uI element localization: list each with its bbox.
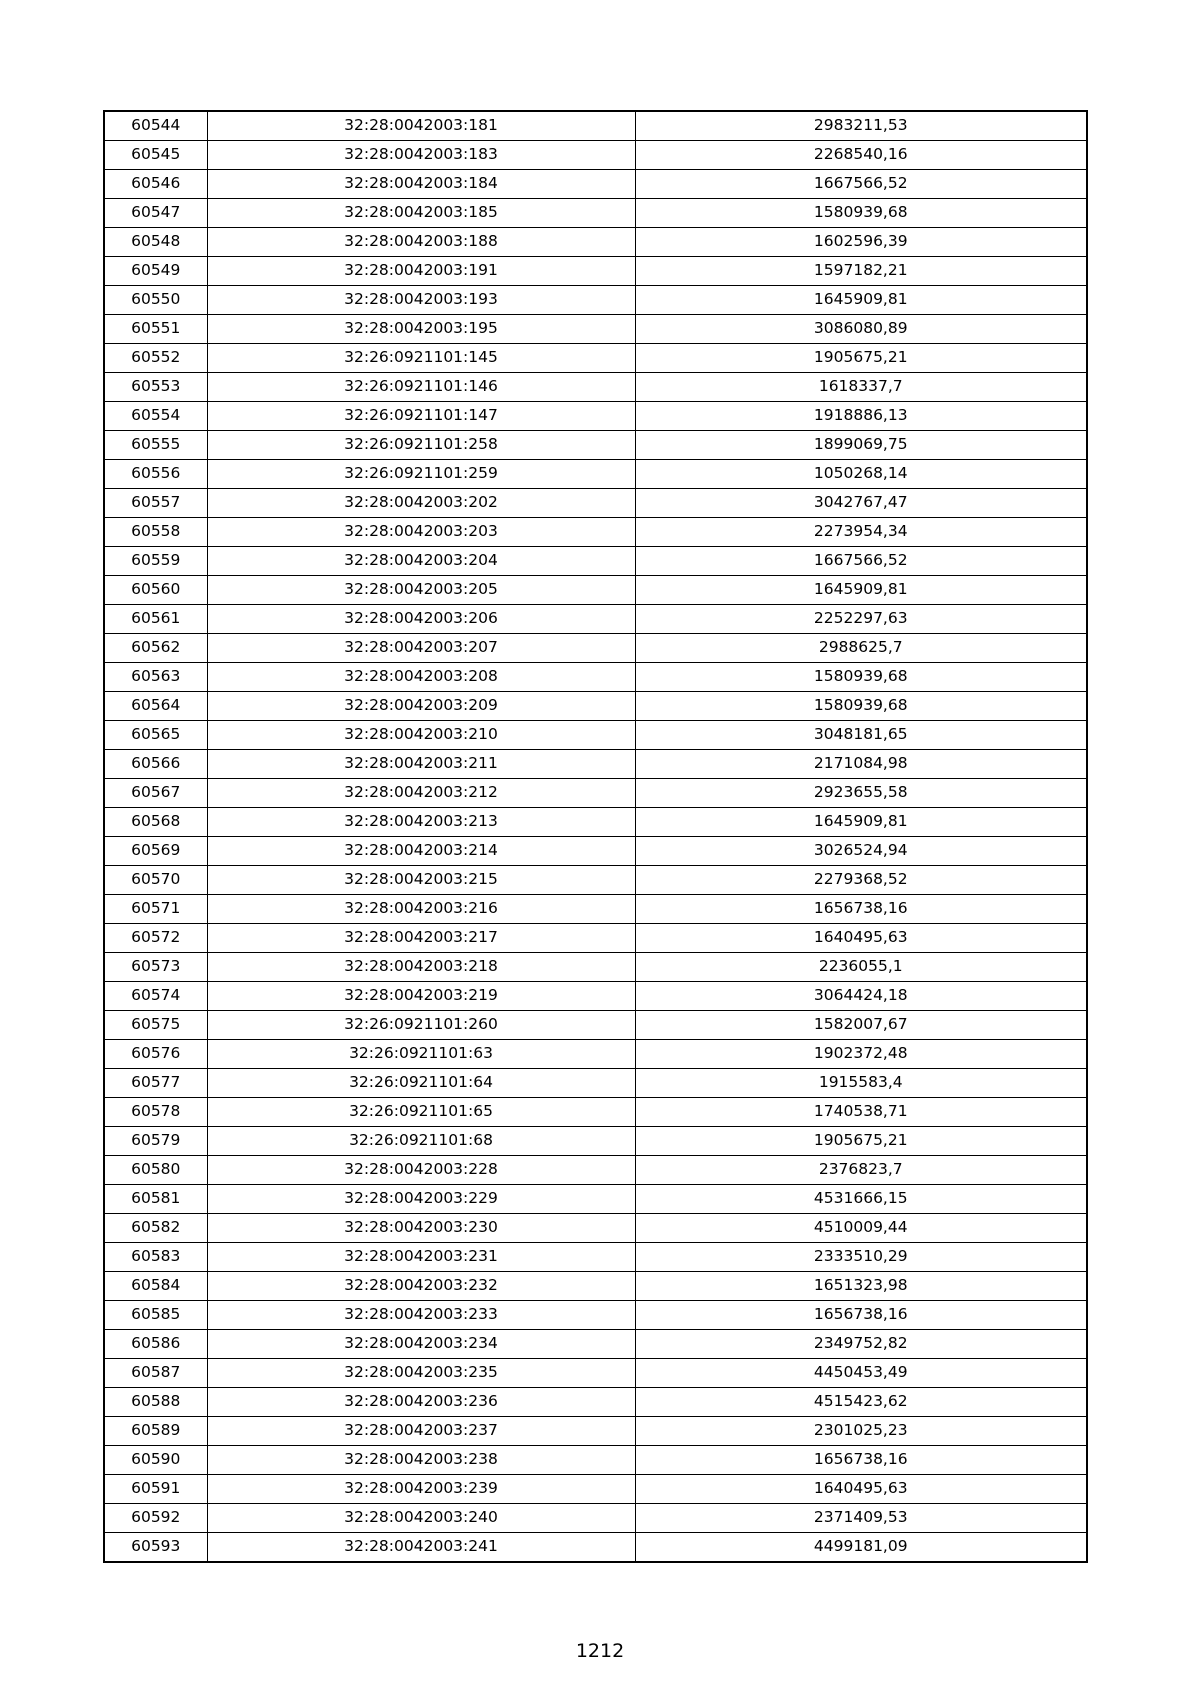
table-row: [104, 721, 1087, 750]
value-cell: 3048181,65: [635, 721, 1087, 750]
value-cell: 1582007,67: [635, 1011, 1087, 1040]
row-number-cell: 60547: [104, 199, 207, 228]
cadastral-number-cell: 32:28:0042003:216: [207, 895, 635, 924]
row-number-cell: 60555: [104, 431, 207, 460]
row-number-cell: 60573: [104, 953, 207, 982]
row-number-cell: 60553: [104, 373, 207, 402]
cadastral-number-cell: 32:28:0042003:230: [207, 1214, 635, 1243]
table-row: [104, 837, 1087, 866]
row-number-cell: 60570: [104, 866, 207, 895]
table-row: [104, 1330, 1087, 1359]
value-cell: 1645909,81: [635, 576, 1087, 605]
table-row: [104, 663, 1087, 692]
value-cell: 2983211,53: [635, 111, 1087, 141]
cadastral-table: [103, 110, 1088, 1563]
value-cell: 4510009,44: [635, 1214, 1087, 1243]
value-cell: 4499181,09: [635, 1533, 1087, 1563]
cadastral-number-cell: 32:26:0921101:146: [207, 373, 635, 402]
row-number-cell: 60590: [104, 1446, 207, 1475]
value-cell: 1902372,48: [635, 1040, 1087, 1069]
row-number-cell: 60558: [104, 518, 207, 547]
value-cell: 1651323,98: [635, 1272, 1087, 1301]
value-cell: 2171084,98: [635, 750, 1087, 779]
row-number-cell: 60582: [104, 1214, 207, 1243]
cadastral-number-cell: 32:28:0042003:206: [207, 605, 635, 634]
table-row: [104, 1185, 1087, 1214]
row-number-cell: 60580: [104, 1156, 207, 1185]
row-number-cell: 60592: [104, 1504, 207, 1533]
value-cell: 1580939,68: [635, 663, 1087, 692]
row-number-cell: 60589: [104, 1417, 207, 1446]
table-row: [104, 1475, 1087, 1504]
row-number-cell: 60559: [104, 547, 207, 576]
value-cell: 1597182,21: [635, 257, 1087, 286]
value-cell: 1645909,81: [635, 808, 1087, 837]
cadastral-number-cell: 32:28:0042003:202: [207, 489, 635, 518]
row-number-cell: 60591: [104, 1475, 207, 1504]
cadastral-number-cell: 32:28:0042003:195: [207, 315, 635, 344]
cadastral-number-cell: 32:28:0042003:241: [207, 1533, 635, 1563]
table-row: [104, 402, 1087, 431]
cadastral-number-cell: 32:28:0042003:209: [207, 692, 635, 721]
value-cell: 2252297,63: [635, 605, 1087, 634]
row-number-cell: 60581: [104, 1185, 207, 1214]
table-row: [104, 1011, 1087, 1040]
table-row: [104, 1214, 1087, 1243]
value-cell: 1050268,14: [635, 460, 1087, 489]
value-cell: 2236055,1: [635, 953, 1087, 982]
cadastral-number-cell: 32:28:0042003:235: [207, 1359, 635, 1388]
row-number-cell: 60579: [104, 1127, 207, 1156]
cadastral-number-cell: 32:26:0921101:147: [207, 402, 635, 431]
value-cell: 1640495,63: [635, 924, 1087, 953]
value-cell: 4450453,49: [635, 1359, 1087, 1388]
cadastral-number-cell: 32:28:0042003:238: [207, 1446, 635, 1475]
table-row: [104, 1446, 1087, 1475]
table-row: [104, 1098, 1087, 1127]
table-row: [104, 111, 1087, 141]
cadastral-number-cell: 32:28:0042003:188: [207, 228, 635, 257]
value-cell: 1602596,39: [635, 228, 1087, 257]
table-row: [104, 1272, 1087, 1301]
cadastral-number-cell: 32:28:0042003:214: [207, 837, 635, 866]
page-number: 1212: [575, 1640, 625, 1662]
table-row: [104, 518, 1087, 547]
cadastral-number-cell: 32:28:0042003:239: [207, 1475, 635, 1504]
table-row: [104, 1504, 1087, 1533]
cadastral-number-cell: 32:28:0042003:240: [207, 1504, 635, 1533]
row-number-cell: 60577: [104, 1069, 207, 1098]
cadastral-number-cell: 32:26:0921101:65: [207, 1098, 635, 1127]
value-cell: 3042767,47: [635, 489, 1087, 518]
row-number-cell: 60576: [104, 1040, 207, 1069]
cadastral-number-cell: 32:28:0042003:181: [207, 111, 635, 141]
table-row: [104, 1417, 1087, 1446]
table-row: [104, 257, 1087, 286]
table-body: [104, 111, 1087, 1562]
cadastral-number-cell: 32:26:0921101:258: [207, 431, 635, 460]
value-cell: 1656738,16: [635, 1301, 1087, 1330]
table-row: [104, 866, 1087, 895]
value-cell: 1580939,68: [635, 199, 1087, 228]
cadastral-number-cell: 32:28:0042003:204: [207, 547, 635, 576]
row-number-cell: 60571: [104, 895, 207, 924]
cadastral-number-cell: 32:26:0921101:145: [207, 344, 635, 373]
value-cell: 1580939,68: [635, 692, 1087, 721]
cadastral-number-cell: 32:28:0042003:193: [207, 286, 635, 315]
row-number-cell: 60550: [104, 286, 207, 315]
table-row: [104, 982, 1087, 1011]
table-row: [104, 576, 1087, 605]
row-number-cell: 60587: [104, 1359, 207, 1388]
row-number-cell: 60593: [104, 1533, 207, 1563]
row-number-cell: 60566: [104, 750, 207, 779]
cadastral-number-cell: 32:28:0042003:184: [207, 170, 635, 199]
table-row: [104, 953, 1087, 982]
value-cell: 2301025,23: [635, 1417, 1087, 1446]
value-cell: 1667566,52: [635, 547, 1087, 576]
cadastral-number-cell: 32:28:0042003:218: [207, 953, 635, 982]
value-cell: 3064424,18: [635, 982, 1087, 1011]
table-row: [104, 460, 1087, 489]
value-cell: 2349752,82: [635, 1330, 1087, 1359]
table-row: [104, 1040, 1087, 1069]
row-number-cell: 60562: [104, 634, 207, 663]
table-row: [104, 924, 1087, 953]
row-number-cell: 60551: [104, 315, 207, 344]
table-row: [104, 431, 1087, 460]
cadastral-number-cell: 32:28:0042003:183: [207, 141, 635, 170]
value-cell: 4515423,62: [635, 1388, 1087, 1417]
value-cell: 2268540,16: [635, 141, 1087, 170]
table-row: [104, 1127, 1087, 1156]
row-number-cell: 60588: [104, 1388, 207, 1417]
row-number-cell: 60565: [104, 721, 207, 750]
cadastral-number-cell: 32:28:0042003:233: [207, 1301, 635, 1330]
row-number-cell: 60561: [104, 605, 207, 634]
value-cell: 3086080,89: [635, 315, 1087, 344]
value-cell: 3026524,94: [635, 837, 1087, 866]
table-row: [104, 373, 1087, 402]
row-number-cell: 60546: [104, 170, 207, 199]
cadastral-number-cell: 32:26:0921101:259: [207, 460, 635, 489]
cadastral-number-cell: 32:26:0921101:63: [207, 1040, 635, 1069]
table-row: [104, 1069, 1087, 1098]
table-row: [104, 228, 1087, 257]
table-row: [104, 895, 1087, 924]
cadastral-number-cell: 32:28:0042003:217: [207, 924, 635, 953]
row-number-cell: 60568: [104, 808, 207, 837]
value-cell: 2988625,7: [635, 634, 1087, 663]
row-number-cell: 60563: [104, 663, 207, 692]
cadastral-number-cell: 32:28:0042003:229: [207, 1185, 635, 1214]
cadastral-number-cell: 32:28:0042003:212: [207, 779, 635, 808]
value-cell: 2371409,53: [635, 1504, 1087, 1533]
row-number-cell: 60557: [104, 489, 207, 518]
table-row: [104, 547, 1087, 576]
value-cell: 1667566,52: [635, 170, 1087, 199]
row-number-cell: 60578: [104, 1098, 207, 1127]
cadastral-number-cell: 32:28:0042003:205: [207, 576, 635, 605]
value-cell: 1645909,81: [635, 286, 1087, 315]
row-number-cell: 60548: [104, 228, 207, 257]
table-row: [104, 692, 1087, 721]
cadastral-number-cell: 32:28:0042003:213: [207, 808, 635, 837]
cadastral-number-cell: 32:28:0042003:231: [207, 1243, 635, 1272]
table-row: [104, 170, 1087, 199]
cadastral-number-cell: 32:28:0042003:232: [207, 1272, 635, 1301]
value-cell: 4531666,15: [635, 1185, 1087, 1214]
row-number-cell: 60586: [104, 1330, 207, 1359]
table-row: [104, 605, 1087, 634]
value-cell: 1640495,63: [635, 1475, 1087, 1504]
cadastral-number-cell: 32:28:0042003:207: [207, 634, 635, 663]
table-row: [104, 1243, 1087, 1272]
cadastral-number-cell: 32:28:0042003:185: [207, 199, 635, 228]
value-cell: 2333510,29: [635, 1243, 1087, 1272]
table-row: [104, 634, 1087, 663]
value-cell: 1656738,16: [635, 895, 1087, 924]
cadastral-number-cell: 32:28:0042003:234: [207, 1330, 635, 1359]
row-number-cell: 60574: [104, 982, 207, 1011]
row-number-cell: 60585: [104, 1301, 207, 1330]
cadastral-number-cell: 32:26:0921101:68: [207, 1127, 635, 1156]
table-row: [104, 489, 1087, 518]
table-row: [104, 286, 1087, 315]
table-row: [104, 808, 1087, 837]
table-row: [104, 750, 1087, 779]
value-cell: 2279368,52: [635, 866, 1087, 895]
table-row: [104, 141, 1087, 170]
cadastral-number-cell: 32:28:0042003:215: [207, 866, 635, 895]
value-cell: 1656738,16: [635, 1446, 1087, 1475]
row-number-cell: 60552: [104, 344, 207, 373]
table-row: [104, 315, 1087, 344]
row-number-cell: 60549: [104, 257, 207, 286]
value-cell: 1899069,75: [635, 431, 1087, 460]
cadastral-number-cell: 32:28:0042003:211: [207, 750, 635, 779]
table-row: [104, 1533, 1087, 1563]
table-row: [104, 1359, 1087, 1388]
cadastral-number-cell: 32:28:0042003:228: [207, 1156, 635, 1185]
cadastral-number-cell: 32:26:0921101:260: [207, 1011, 635, 1040]
row-number-cell: 60564: [104, 692, 207, 721]
row-number-cell: 60584: [104, 1272, 207, 1301]
value-cell: 2376823,7: [635, 1156, 1087, 1185]
row-number-cell: 60560: [104, 576, 207, 605]
table-row: [104, 1388, 1087, 1417]
row-number-cell: 60545: [104, 141, 207, 170]
row-number-cell: 60572: [104, 924, 207, 953]
table-row: [104, 1156, 1087, 1185]
value-cell: 1905675,21: [635, 1127, 1087, 1156]
cadastral-number-cell: 32:28:0042003:208: [207, 663, 635, 692]
table-row: [104, 1301, 1087, 1330]
row-number-cell: 60556: [104, 460, 207, 489]
row-number-cell: 60554: [104, 402, 207, 431]
row-number-cell: 60567: [104, 779, 207, 808]
row-number-cell: 60569: [104, 837, 207, 866]
row-number-cell: 60575: [104, 1011, 207, 1040]
value-cell: 1740538,71: [635, 1098, 1087, 1127]
cadastral-number-cell: 32:28:0042003:236: [207, 1388, 635, 1417]
value-cell: 1918886,13: [635, 402, 1087, 431]
value-cell: 1905675,21: [635, 344, 1087, 373]
value-cell: 1915583,4: [635, 1069, 1087, 1098]
cadastral-number-cell: 32:28:0042003:210: [207, 721, 635, 750]
cadastral-number-cell: 32:28:0042003:219: [207, 982, 635, 1011]
table-row: [104, 779, 1087, 808]
row-number-cell: 60583: [104, 1243, 207, 1272]
value-cell: 1618337,7: [635, 373, 1087, 402]
table-row: [104, 344, 1087, 373]
value-cell: 2923655,58: [635, 779, 1087, 808]
row-number-cell: 60544: [104, 111, 207, 141]
cadastral-number-cell: 32:28:0042003:191: [207, 257, 635, 286]
cadastral-number-cell: 32:26:0921101:64: [207, 1069, 635, 1098]
table-row: [104, 199, 1087, 228]
cadastral-number-cell: 32:28:0042003:203: [207, 518, 635, 547]
cadastral-number-cell: 32:28:0042003:237: [207, 1417, 635, 1446]
value-cell: 2273954,34: [635, 518, 1087, 547]
